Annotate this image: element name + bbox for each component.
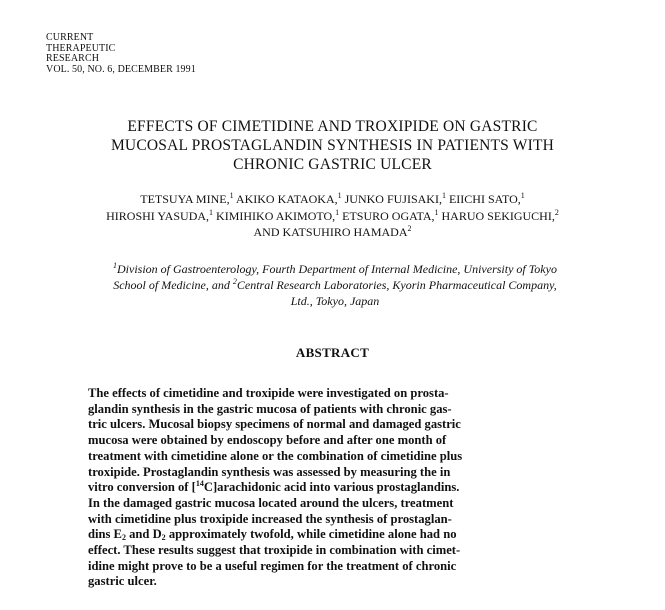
author-name: EIICHI SATO, xyxy=(445,192,521,206)
affiliation-line xyxy=(40,277,630,293)
journal-name-line: CURRENT xyxy=(46,32,94,43)
affiliation-line: Ltd., Tokyo, Japan xyxy=(290,294,380,308)
author-name: AND KATSUHIRO HAMADA xyxy=(253,225,408,239)
affiliation-mark: 2 xyxy=(554,207,559,217)
affiliation-mark: 2 xyxy=(232,277,237,286)
author-line xyxy=(30,208,635,225)
affiliation-mark: 1 xyxy=(441,191,446,200)
abstract-line: gastric ulcer. xyxy=(88,574,157,589)
affiliation-text: Central Research Laboratories, Kyorin Pharmaceutical Company, xyxy=(236,278,557,292)
journal-name-line: RESEARCH xyxy=(46,53,100,64)
abstract-line: glandin synthesis in the gastric mucosa of patients with chronic gas- xyxy=(88,401,452,416)
abstract-line: mucosa were obtained by endoscopy before and after one month of xyxy=(88,433,447,448)
affiliation-mark: 1 xyxy=(113,261,118,270)
abstract-text: dins E xyxy=(88,527,122,542)
affiliation-text: Division of Gastroenterology, Fourth Department of Internal Medicine, University of Tokyo xyxy=(117,262,557,276)
subscript: 2 xyxy=(161,533,166,543)
abstract-line: effect. These results suggest that troxipide in combination with cimet- xyxy=(88,543,461,558)
author-name: HARUO SEKIGUCHI, xyxy=(438,208,555,223)
author-name: TETSUYA MINE, xyxy=(140,192,230,206)
affiliations xyxy=(40,261,630,309)
abstract-body xyxy=(88,386,462,590)
affiliation-mark: 1 xyxy=(335,207,340,217)
abstract-text: approximately twofold, while cimetidine alone had no xyxy=(165,527,457,542)
affiliation-mark: 1 xyxy=(229,191,234,200)
abstract-line: In the damaged gastric mucosa located around the ulcers, treatment xyxy=(88,495,454,510)
affiliation-mark: 2 xyxy=(407,224,412,233)
abstract-line: tric ulcers. Mucosal biopsy specimens of normal and damaged gastric xyxy=(88,417,461,432)
author-line xyxy=(30,224,635,241)
abstract-line: with cimetidine plus troxipide increased the synthesis of prostaglan- xyxy=(88,511,452,526)
title-line: MUCOSAL PROSTAGLANDIN SYNTHESIS IN PATIENTS WITH xyxy=(110,137,555,154)
affiliation-mark: 1 xyxy=(337,191,342,200)
abstract-line: The effects of cimetidine and troxipide were investigated on prosta- xyxy=(88,386,449,400)
journal-issue: VOL. 50, NO. 6, DECEMBER 1991 xyxy=(46,63,196,75)
article-title xyxy=(40,117,625,174)
affiliation-line xyxy=(40,261,630,277)
title-line: EFFECTS OF CIMETIDINE AND TROXIPIDE ON GASTRIC xyxy=(127,118,538,135)
title-line: CHRONIC GASTRIC ULCER xyxy=(233,156,432,173)
author-name: HIROSHI YASUDA, xyxy=(106,208,210,223)
abstract-line: idine might prove to be a useful regimen for the treatment of chronic xyxy=(88,558,457,573)
author-list xyxy=(30,191,635,241)
affiliation-mark: 1 xyxy=(434,207,439,217)
isotope-superscript: 14 xyxy=(195,479,204,489)
author-name: AKIKO KATAOKA, xyxy=(233,192,338,206)
abstract-heading: ABSTRACT xyxy=(295,345,370,360)
subscript: 2 xyxy=(121,533,126,543)
affiliation-mark: 1 xyxy=(520,191,525,200)
abstract-text: C]arachidonic acid into various prostaglandins. xyxy=(203,480,460,495)
author-line xyxy=(30,191,635,208)
abstract-line: treatment with cimetidine alone or the combination of cimetidine plus xyxy=(88,448,463,463)
affiliation-text: School of Medicine, and xyxy=(113,278,233,292)
author-name: JUNKO FUJISAKI, xyxy=(341,192,442,206)
journal-name-line: THERAPEUTIC xyxy=(46,42,116,54)
abstract-line: troxipide. Prostaglandin synthesis was assessed by measuring the in xyxy=(88,464,451,479)
author-name: KIMIHIKO AKIMOTO, xyxy=(213,208,336,223)
abstract-text: vitro conversion of [ xyxy=(88,480,196,495)
author-name: ETSURO OGATA, xyxy=(339,208,435,223)
abstract-line xyxy=(88,480,462,496)
affiliation-mark: 1 xyxy=(209,207,214,217)
abstract-line xyxy=(88,527,462,543)
abstract-text: and D xyxy=(125,527,162,542)
journal-header xyxy=(46,33,196,75)
